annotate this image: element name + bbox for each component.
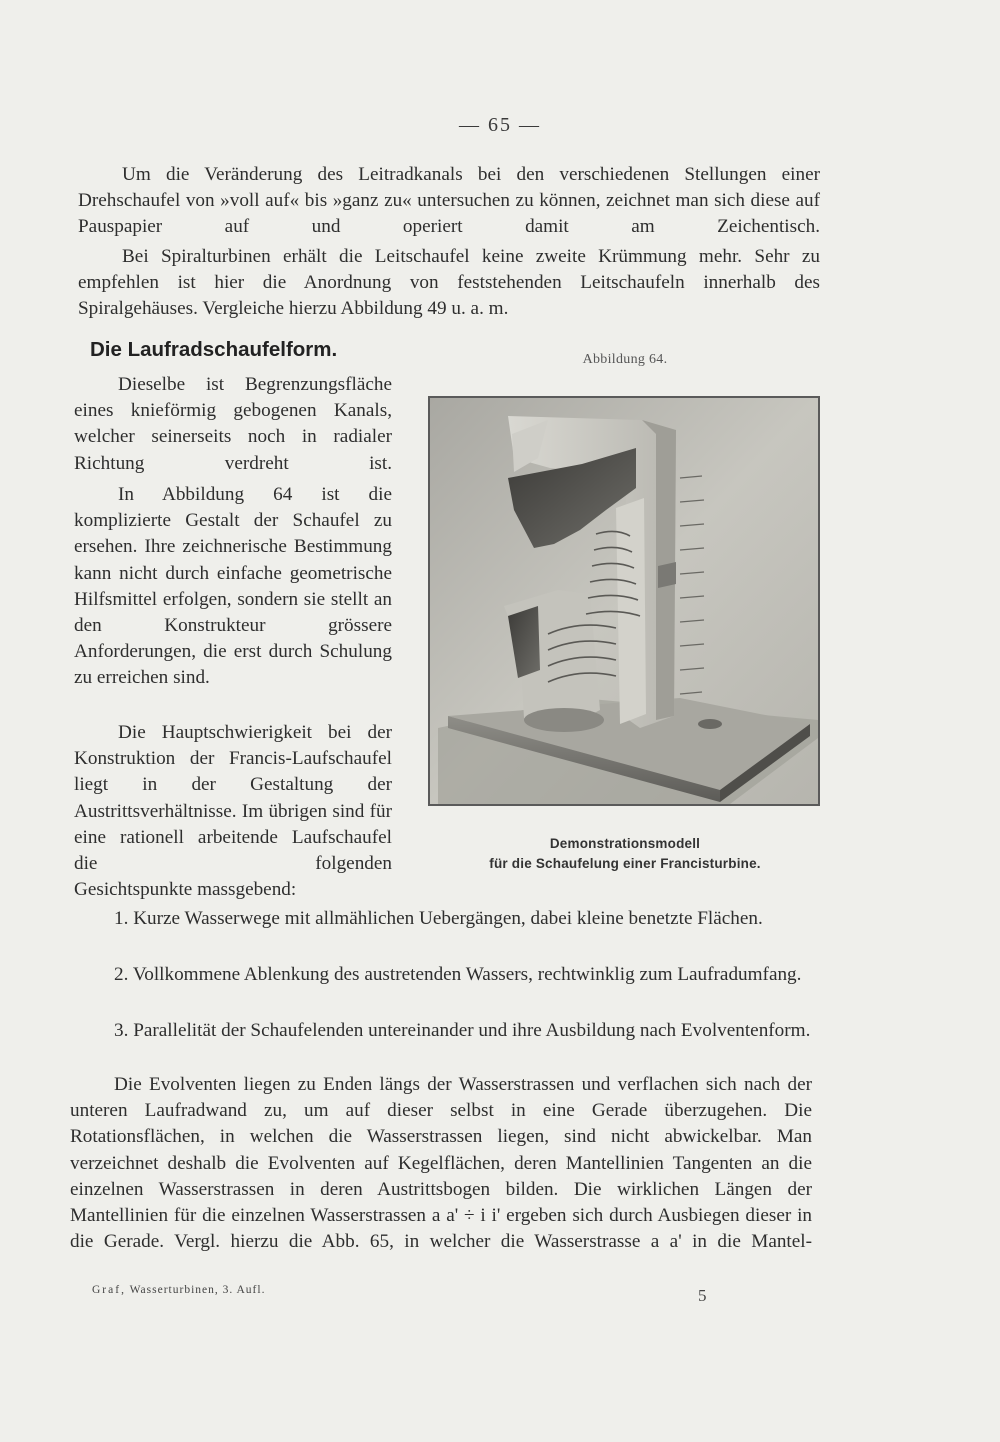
figure-label: Abbildung 64. (582, 352, 668, 367)
footer-signature: 5 (698, 1286, 707, 1305)
figure-photo (428, 396, 820, 806)
section-heading: Die Laufradschaufelform. (90, 338, 338, 361)
list-item-1: 1. Kurze Wasserwege mit allmählichen Uebergängen, dabei kleine benetzte Flächen. (114, 908, 763, 929)
list-item-3: 3. Parallelität der Schaufelenden untereinander und ihre Ausbildung nach Evolventenform. (114, 1020, 811, 1041)
turbine-model-illustration (430, 398, 818, 804)
paragraph-evolventen: Die Evolventen liegen zu Enden längs der Wasserstrassen und verflachen sich nach der unteren Laufradwand zu, um auf dieser selbst in eine Gerade überzugehen. Die Rotationsflächen, in welchen die Wasserstrassen liegen, sind nicht abwickelbar. Man verzeichnet deshalb die Evolventen auf Kegelflächen, deren Mantellinien Tangenten an die einzelnen Wasserstrassen in deren Austrittsbogen bilden. Die wirklichen Längen der Mantellinien für die einzelnen Wasserstrassen a a' ÷ i i' ergeben sich durch Ausbiegen dieser in die Gerade. Vergl. hierzu die Abb. 65, in welcher die Wasserstrasse a a' in die Mantel- (70, 1074, 812, 1253)
footer-author: Graf, (92, 1284, 126, 1296)
figure-caption-line2: für die Schaufelung einer Francisturbine. (489, 856, 761, 871)
footer-work: Wasserturbinen, 3. Aufl. (129, 1284, 266, 1296)
paragraph-hauptschwierigkeit: Die Hauptschwierigkeit bei der Konstruktion der Francis-Laufschaufel liegt in der Gestaltung der Austrittsverhältnisse. Im übrigen sind für eine rationell arbeitende Laufschaufel die folgenden (74, 722, 392, 875)
paragraph-leitrad: Um die Veränderung des Leitradkanals bei den verschiedenen Stellungen einer Drehschaufel von »voll auf« bis »ganz zu« untersuchen zu können, zeichnet man sich diese auf Pauspapier auf und operiert damit am Zeichentisch. (78, 164, 820, 238)
paragraph-gesichtspunkte: Gesichtspunkte massgebend: (74, 879, 297, 900)
paragraph-abbildung-64: In Abbildung 64 ist die komplizierte Gestalt der Schaufel zu ersehen. Ihre zeichnerische Bestimmung kann nicht durch einfache geometrische Hilfsmittel erfolgen, sondern sie stellt an den Konstrukteur grössere Anforderungen, die erst durch Schulung zu erreichen sind. (74, 484, 392, 689)
figure-caption-line1: Demonstrationsmodell (549, 836, 701, 851)
page-number: — 65 — (459, 114, 541, 136)
paragraph-begrenzungsflaeche: Dieselbe ist Begrenzungsfläche eines knieförmig gebogenen Kanals, welcher seinerseits noch in radialer Richtung verdreht ist. (74, 374, 392, 474)
paragraph-spiralturbinen: Bei Spiralturbinen erhält die Leitschaufel keine zweite Krümmung mehr. Sehr zu empfehlen ist hier die Anordnung von feststehenden Leitschaufeln innerhalb des Spiralgehäuses. Vergleiche hierzu Abbildung 49 u. a. m. (78, 246, 820, 320)
footer-source (92, 1284, 265, 1296)
list-item-2: 2. Vollkommene Ablenkung des austretenden Wassers, rechtwinklig zum Laufradumfang. (114, 964, 802, 985)
